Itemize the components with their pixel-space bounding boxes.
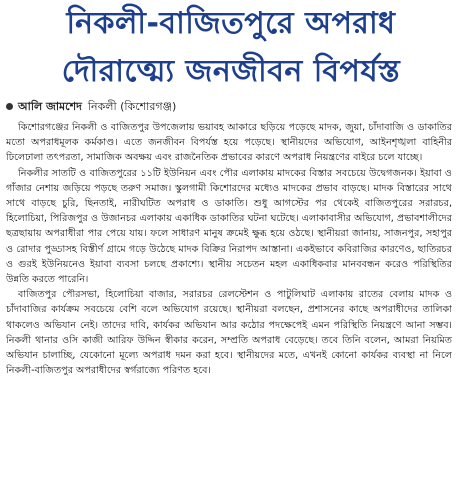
headline-line-1: নিকলী-বাজিতপুরে অপরাধ: [66, 6, 396, 41]
dateline-location: নিকলী (কিশোরগঞ্জ): [87, 100, 177, 113]
paragraph-1: কিশোরগঞ্জের নিকলী ও বাজিতপুর উপজেলায় ভয়াবহ আকারে ছড়িয়ে পড়েছে মাদক, জুয়া, চাঁদাবাজি ও ডাকাতির মতো অপরাধমূলক কর্মকাণ্ড। এতে জনজীবন বিপর্যস্ত হয়ে পড়েছে। স্থানীয়দের অভিযোগ, আইনশৃঙ্খলা বাহিনীর ঢিলেঢালা তৎপরতা, সামাজিক অবক্ষয় এবং রাজনৈতিক প্রভাবের কারণে অপরাধ নিয়ন্ত্রণের বাইরে চলে যাচ্ছে।: [6, 122, 452, 164]
headline-line-2: দৌরাত্ম্যে জনজীবন বিপর্যস্ত: [61, 54, 401, 89]
author-name: আলি জামশেদ: [18, 100, 82, 113]
paragraph-2: নিকলীর সাতটি ও বাজিতপুরের ১১টি ইউনিয়ন এবং পৌর এলাকায় মাদকের বিস্তার সবচেয়ে উদ্বেগজনক। ইয়াবা ও গাঁজার নেশায় জড়িয়ে পড়ছে তরুণ সমাজ। স্কুলগামী কিশোরদের মধ্যেও মাদকের প্রভাব বাড়ছে। মাদক বিস্তারের সাথে সাথে বাড়ছে চুরি, ছিনতাই, নারীঘটিত অপরাধ ও ডাকাতি। শুধু আগস্টের পর থেকেই বাজিতপুরের সরারচর, হিলোচিয়া, পিরিজপুর ও উজানচর এলাকায় একাধিক ডাকাতির ঘটনা ঘটেছে। এলাকাবাসীর অভিযোগ, প্রভাবশালীদের ছত্রছায়ায় অপরাধীরা পার পেয়ে যায়। ফলে সাধারণ মানুষ ক্রমেই ক্ষুব্ধ হয়ে ওঠছে। স্থানীয়রা জানায়, সাজনপুর, সহাপুর ও রোদার পুড্ডাসহ বিস্তীর্ণ গ্রামে গড়ে উঠেছে মাদক বিক্রির নিরাপদ আস্তানা। একইভাবে কবিরাজির কারণেও, ছাতিরচর ও গুরই ইউনিয়নেও ইয়াবা ব্যবসা চলছে প্রকাশ্যে। স্থানীয় সচেতন মহল একাধিকবার মানববন্ধন করেও পরিস্থিতির উন্নতি করতে পারেনি।: [6, 167, 452, 286]
bullet-icon: [6, 103, 13, 110]
byline: [6, 100, 176, 114]
article-body: [6, 120, 452, 486]
paragraph-3: বাজিতপুর পৌরসভা, হিলোচিয়া বাজার, সরারচর রেলস্টেশন ও পাটুলিঘাট এলাকায় রাতের বেলায় মাদক ও চাঁদাবাজির কার্যক্রম সবচেয়ে বেশি বলে অভিযোগ রয়েছে। স্থানীয়রা বলছেন, প্রশাসনের কাছে অপরাধীদের তালিকা থাকলেও অভিযান নেই। তাদের দাবি, কার্যকর অভিযান আর কঠোর পদক্ষেপেই এমন পরিস্থিতি নিয়ন্ত্রণে আনা সম্ভব। নিকলী থানার ওসি কাজী আরিফ উদ্দিন স্বীকার করেন, সম্প্রতি অপরাধ বেড়েছে। তবে তিনি বলেন, আমরা নিয়মিত অভিযান চালাচ্ছি, যেকোনো মূল্যে অপরাধ দমন করা হবে। স্থানীয়দের মতে, এখনই কোনো কার্যকর ব্যবস্থা না নিলে নিকলী-বাজিতপুর অপরাধীদের স্বর্গরাজ্যে পরিণত হবে।: [6, 289, 452, 377]
